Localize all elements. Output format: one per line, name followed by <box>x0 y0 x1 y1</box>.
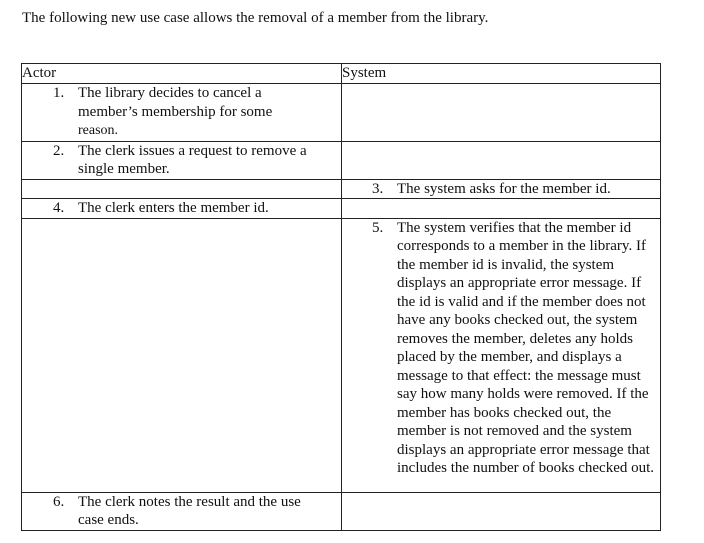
step-text: The clerk enters the member id. <box>78 200 269 216</box>
step-number: 6. <box>53 493 65 510</box>
step-number: 1. <box>53 85 65 101</box>
step-text-line: member’s membership for some <box>78 103 273 120</box>
table-row <box>22 84 661 142</box>
step-6 <box>22 493 341 530</box>
step-5 <box>342 219 660 478</box>
actor-cell <box>22 84 342 142</box>
system-cell <box>342 199 661 219</box>
table-row <box>22 218 661 492</box>
step-text <box>78 84 329 141</box>
table-row <box>22 179 661 199</box>
actor-cell <box>22 141 342 179</box>
system-cell <box>342 141 661 179</box>
actor-cell <box>22 218 342 492</box>
step-text: The system asks for the member id. <box>397 180 611 197</box>
step-text-line: reason. <box>78 123 119 138</box>
system-cell <box>342 84 661 142</box>
step-number: 2. <box>53 142 65 159</box>
step-number: 4. <box>53 200 65 216</box>
step-text: The system verifies that the member id corresponds to a member in the library. If the member id is invalid, the system displays an appropriate error message. If the id is valid and if the member does not have any books checked out, the system removes the member, deletes any holds placed by the member, and displays a message to that effect: the message must say how many holds were removed. If the member has books checked out, the member is not removed and the system displays an appropriate error message that includes the number of books checked out. <box>397 219 655 476</box>
actor-cell <box>22 199 342 219</box>
step-number: 5. <box>372 219 384 236</box>
system-cell <box>342 218 661 492</box>
table-header-row <box>22 64 661 84</box>
actor-cell <box>22 179 342 199</box>
step-3 <box>342 180 660 199</box>
table-row <box>22 492 661 530</box>
step-text: The clerk issues a request to remove a single member. <box>78 142 307 177</box>
step-text <box>78 493 329 530</box>
step-text-line: The library decides to cancel a <box>78 85 262 101</box>
actor-cell <box>22 492 342 530</box>
step-1 <box>22 84 341 141</box>
use-case-table <box>21 63 661 531</box>
step-2 <box>22 142 341 179</box>
step-number: 3. <box>372 180 384 197</box>
system-cell <box>342 179 661 199</box>
table-row <box>22 199 661 219</box>
system-cell <box>342 492 661 530</box>
table-row <box>22 141 661 179</box>
intro-text: The following new use case allows the removal of a member from the library. <box>22 10 489 26</box>
step-text-line: The clerk notes the result and the use <box>78 493 301 510</box>
step-4 <box>22 199 341 218</box>
actor-column-header: Actor <box>22 64 342 84</box>
step-text-line: case ends. <box>78 512 139 528</box>
system-column-header: System <box>342 64 661 84</box>
